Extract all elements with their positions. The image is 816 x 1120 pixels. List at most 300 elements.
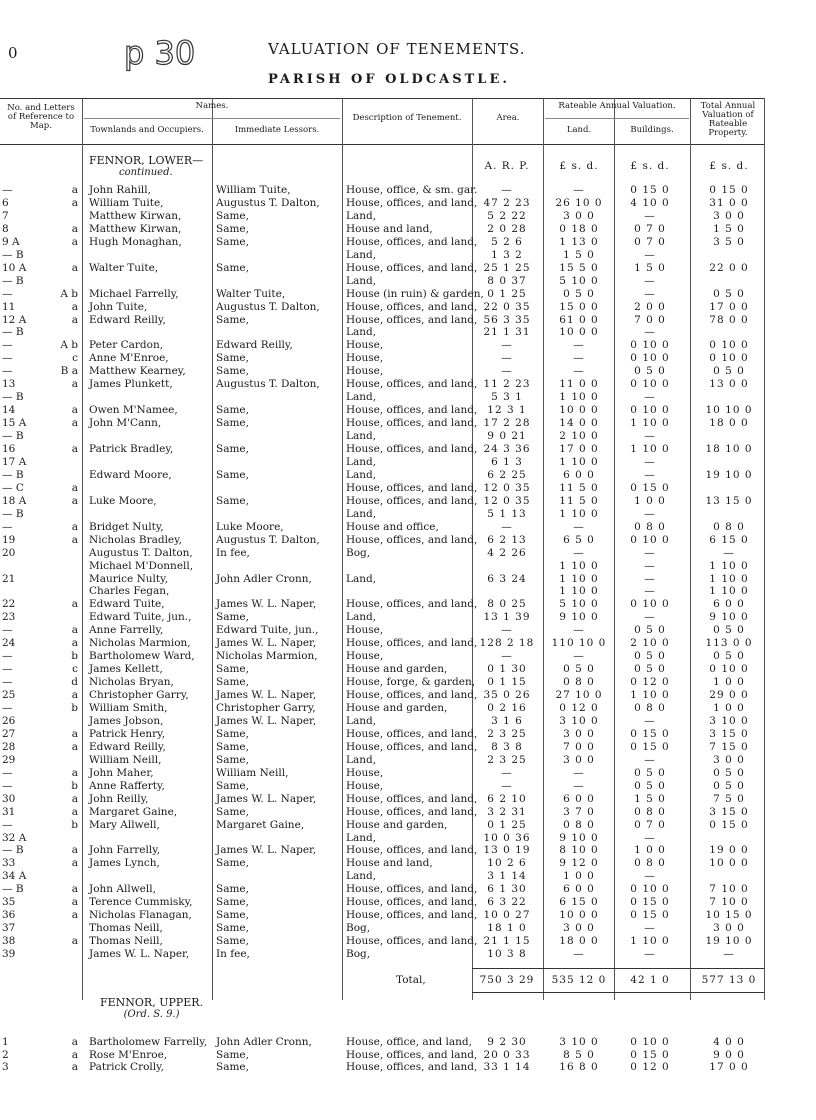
table-row <box>0 314 816 327</box>
buildings-value-cell: 0 5 0 <box>634 365 666 378</box>
lessor-cell: Augustus T. Dalton, <box>216 378 320 391</box>
total-value-cell: 1 0 0 <box>713 702 745 714</box>
total-rule-top <box>472 968 764 969</box>
buildings-value-cell: 0 7 0 <box>634 235 666 248</box>
land-value-cell: 18 0 0 <box>559 935 599 948</box>
description-cell: House and garden, <box>346 702 448 714</box>
total-value-cell: 0 15 0 <box>709 818 749 831</box>
table-row <box>0 1036 816 1049</box>
occupier-cell: William Tuite, <box>89 196 164 209</box>
ref-cell: 15 A <box>2 417 27 430</box>
buildings-value-cell: 0 10 0 <box>630 339 670 352</box>
ref-cell: — <box>2 339 13 352</box>
table-row <box>0 702 816 715</box>
buildings-value-cell: 1 10 0 <box>630 935 670 948</box>
table-row <box>0 275 816 288</box>
ref-cell: 6 <box>2 196 9 209</box>
buildings-value-cell: 0 12 0 <box>630 1061 670 1073</box>
total-value-cell: 22 0 0 <box>709 261 749 274</box>
letter-cell: B a <box>60 365 78 378</box>
table-row <box>0 663 816 676</box>
buildings-value-cell: — <box>644 430 656 443</box>
table-row <box>0 352 816 365</box>
letter-cell: a <box>71 598 78 611</box>
buildings-value-cell: 1 5 0 <box>634 261 666 274</box>
total-value-cell: 19 10 0 <box>705 935 753 948</box>
table-row <box>0 262 816 275</box>
handwritten-note <box>120 28 230 78</box>
buildings-value-cell: — <box>644 611 656 624</box>
occupier-cell: Hugh Monaghan, <box>89 235 182 248</box>
total-value-cell: 10 15 0 <box>705 909 753 922</box>
area-cell: 6 2 10 <box>487 792 527 805</box>
description-cell: House, <box>346 766 384 779</box>
land-value-cell: 16 8 0 <box>559 1061 599 1073</box>
letter-cell: A b <box>60 339 78 352</box>
land-value-cell: 11 5 0 <box>559 494 599 507</box>
lessor-cell: Same, <box>216 1061 249 1073</box>
total-area: 750 3 29 <box>479 974 535 986</box>
letter-cell: a <box>71 740 78 753</box>
table-row <box>0 430 816 443</box>
occupier-cell: Patrick Henry, <box>89 727 166 740</box>
ref-cell: 12 A <box>2 313 27 326</box>
buildings-value-cell: 1 10 0 <box>630 417 670 430</box>
area-cell: 6 3 24 <box>487 572 527 585</box>
description-cell: House, offices, and land, <box>346 883 478 896</box>
table-row <box>0 301 816 314</box>
letter-cell: a <box>71 520 78 533</box>
total-value-cell: 3 15 0 <box>709 805 749 818</box>
table-row <box>0 184 816 197</box>
lessor-cell: William Neill, <box>216 766 289 779</box>
letter-cell: d <box>71 676 78 689</box>
occupier-cell: Nicholas Marmion, <box>89 637 191 650</box>
section-note: (Ord. S. 9.) <box>123 1009 180 1020</box>
area-cell: 1 3 2 <box>491 248 523 261</box>
area-cell: — <box>501 779 513 792</box>
description-cell: Bog, <box>346 922 371 935</box>
area-cell: 12 3 1 <box>487 404 527 417</box>
buildings-value-cell: 1 10 0 <box>630 443 670 455</box>
occupier-cell: Matthew Kirwan, <box>89 209 182 222</box>
ref-cell: — <box>2 650 13 663</box>
land-value-cell: 26 10 0 <box>555 196 603 209</box>
letter-cell: a <box>71 481 78 494</box>
lessor-cell: Same, <box>216 468 249 481</box>
description-cell: House, offices, and land, <box>346 235 478 248</box>
description-cell: House, offices, and land, <box>346 740 478 753</box>
land-value-cell: 3 7 0 <box>563 805 595 818</box>
table-row <box>0 585 816 598</box>
description-cell: Land, <box>346 430 377 443</box>
buildings-value-cell: 0 15 0 <box>630 1048 670 1061</box>
total-value-cell: 13 0 0 <box>709 378 749 391</box>
occupier-cell: Anne Rafferty, <box>89 779 165 792</box>
total-value-cell: 0 5 0 <box>713 779 745 792</box>
total-value-cell: 3 0 0 <box>713 922 745 935</box>
buildings-value-cell: — <box>644 391 656 404</box>
table-row <box>0 1061 816 1074</box>
lessor-cell: Same, <box>216 417 249 430</box>
land-value-cell: 5 10 0 <box>559 274 599 287</box>
occupier-cell: James Lynch, <box>89 857 160 870</box>
letter-cell: a <box>71 1036 78 1048</box>
total-value-cell: 29 0 0 <box>709 689 749 702</box>
table-row <box>0 482 816 495</box>
letter-cell: a <box>71 1048 78 1061</box>
ref-cell: 33 <box>2 857 16 870</box>
area-cell: — <box>501 766 513 779</box>
occupier-cell: Edward Reilly, <box>89 313 166 326</box>
ref-cell: — C <box>2 481 24 494</box>
lessor-cell: Augustus T. Dalton, <box>216 196 320 209</box>
lessor-cell: Same, <box>216 740 249 753</box>
table-row <box>0 560 816 573</box>
buildings-value-cell: 0 15 0 <box>630 481 670 494</box>
total-value-cell: 113 0 0 <box>705 637 753 650</box>
lessor-cell: Christopher Garry, <box>216 702 316 714</box>
area-cell: 10 3 8 <box>487 948 527 961</box>
ref-cell: — B <box>2 326 24 339</box>
area-cell: 33 1 14 <box>483 1061 531 1073</box>
land-value-cell: 8 10 0 <box>559 844 599 857</box>
description-cell: House, offices, and land, <box>346 792 478 805</box>
lessor-cell: Same, <box>216 883 249 896</box>
ref-cell: — <box>2 766 13 779</box>
description-cell: House, <box>346 650 384 663</box>
ref-cell: 21 <box>2 572 16 585</box>
total-value-cell: 0 10 0 <box>709 339 749 352</box>
occupier-cell: James W. L. Naper, <box>89 948 190 961</box>
table-row <box>0 715 816 728</box>
land-value-cell: 3 0 0 <box>563 922 595 935</box>
ref-cell: 8 <box>2 222 9 235</box>
letter-cell: a <box>71 196 78 209</box>
total-label: Total, <box>396 974 426 986</box>
table-row <box>0 741 816 754</box>
units-buildings: £ s. d. <box>630 160 670 172</box>
area-cell: — <box>501 184 513 196</box>
description-cell: House, offices, and land, <box>346 896 478 909</box>
table-row <box>0 637 816 650</box>
description-cell: House, offices, and land, <box>346 533 478 546</box>
header-total: Total Annual Valuation of Rateable Property. <box>700 101 756 138</box>
total-value-cell: 0 5 0 <box>713 650 745 663</box>
ref-cell: 32 A <box>2 831 27 844</box>
buildings-value-cell: 0 8 0 <box>634 857 666 870</box>
lessor-cell: In fee, <box>216 546 250 559</box>
table-row <box>0 339 816 352</box>
area-cell: 0 1 30 <box>487 663 527 676</box>
letter-cell: a <box>71 378 78 391</box>
buildings-value-cell: — <box>644 546 656 559</box>
description-cell: House, offices, and land, <box>346 689 478 702</box>
area-cell: 10 0 27 <box>483 909 531 922</box>
ref-cell: 23 <box>2 611 16 624</box>
ref-cell: 37 <box>2 922 16 935</box>
land-value-cell: 0 12 0 <box>559 702 599 714</box>
occupier-cell: Anne Farrelly, <box>89 624 164 637</box>
table-row <box>0 223 816 236</box>
description-cell: Land, <box>346 209 377 222</box>
occupier-cell: Christopher Garry, <box>89 689 189 702</box>
buildings-value-cell: 0 10 0 <box>630 352 670 365</box>
area-cell: 20 0 33 <box>483 1048 531 1061</box>
buildings-value-cell: 0 8 0 <box>634 520 666 533</box>
table-row <box>0 650 816 663</box>
ref-cell: 16 <box>2 443 16 455</box>
units-area: A. R. P. <box>484 160 530 172</box>
table-row <box>0 210 816 223</box>
total-land: 535 12 0 <box>551 974 607 986</box>
table-row <box>0 443 816 456</box>
ref-cell: — <box>2 520 13 533</box>
lessor-cell: James W. L. Naper, <box>216 714 317 727</box>
letter-cell: a <box>71 300 78 313</box>
land-value-cell: 0 5 0 <box>563 287 595 300</box>
area-cell: 56 3 35 <box>483 313 531 326</box>
buildings-value-cell: 0 8 0 <box>634 702 666 714</box>
land-value-cell: 3 0 0 <box>563 209 595 222</box>
letter-cell: a <box>71 792 78 805</box>
table-row <box>0 948 816 961</box>
table-row <box>0 508 816 521</box>
letter-cell: a <box>71 624 78 637</box>
area-cell: 24 3 36 <box>483 443 531 455</box>
letter-cell: a <box>71 896 78 909</box>
area-cell: 5 3 1 <box>491 391 523 404</box>
total-value-cell: 10 10 0 <box>705 404 753 417</box>
area-cell: 6 2 13 <box>487 533 527 546</box>
land-value-cell: 1 13 0 <box>559 235 599 248</box>
buildings-value-cell: 7 0 0 <box>634 313 666 326</box>
ref-cell: — <box>2 702 13 714</box>
letter-cell: a <box>71 857 78 870</box>
total-value-cell: 1 5 0 <box>713 222 745 235</box>
lessor-cell: Same, <box>216 779 249 792</box>
buildings-value-cell: 0 15 0 <box>630 909 670 922</box>
ref-cell: 10 A <box>2 261 27 274</box>
header-ref: No. and Letters of Reference to Map. <box>7 103 75 131</box>
description-cell: Bog, <box>346 948 371 961</box>
total-value-cell: 17 0 0 <box>709 300 749 313</box>
buildings-value-cell: 0 5 0 <box>634 766 666 779</box>
lessor-cell: Same, <box>216 663 249 676</box>
table-row <box>0 573 816 586</box>
total-value-cell: 6 15 0 <box>709 533 749 546</box>
header-description: Description of Tenement. <box>352 113 462 123</box>
letter-cell: a <box>71 261 78 274</box>
buildings-value-cell: 2 0 0 <box>634 300 666 313</box>
table-row <box>0 249 816 262</box>
description-cell: House and office, <box>346 520 439 533</box>
land-value-cell: 5 10 0 <box>559 598 599 611</box>
land-value-cell: 0 18 0 <box>559 222 599 235</box>
land-value-cell: 1 10 0 <box>559 559 599 572</box>
occupier-cell: Edward Reilly, <box>89 740 166 753</box>
area-cell: — <box>501 520 513 533</box>
area-cell: 10 0 36 <box>483 831 531 844</box>
ref-cell: 27 <box>2 727 16 740</box>
description-cell: Land, <box>346 831 377 844</box>
description-cell: House, offices, and land, <box>346 443 478 455</box>
area-cell: 2 0 28 <box>487 222 527 235</box>
ref-cell: — B <box>2 883 24 896</box>
table-row <box>0 767 816 780</box>
occupier-cell: Peter Cardon, <box>89 339 164 352</box>
total-value-cell: 0 5 0 <box>713 287 745 300</box>
land-value-cell: 1 10 0 <box>559 572 599 585</box>
buildings-value-cell: — <box>644 948 656 961</box>
letter-cell: c <box>72 352 78 365</box>
lessor-cell: William Tuite, <box>216 184 291 196</box>
land-value-cell: 10 0 0 <box>559 404 599 417</box>
ref-cell: 13 <box>2 378 16 391</box>
occupier-cell: Luke Moore, <box>89 494 157 507</box>
land-value-cell: 15 0 0 <box>559 300 599 313</box>
occupier-cell: Rose M'Enroe, <box>89 1048 168 1061</box>
total-value-cell: 0 5 0 <box>713 624 745 637</box>
lessor-cell: In fee, <box>216 948 250 961</box>
total-value-cell: 19 0 0 <box>709 844 749 857</box>
lessor-cell: Same, <box>216 494 249 507</box>
total-value-cell: 7 5 0 <box>713 792 745 805</box>
letter-cell: b <box>71 779 78 792</box>
total-value-cell: 6 0 0 <box>713 598 745 611</box>
letter-cell: a <box>71 184 78 196</box>
total-value-cell: 18 0 0 <box>709 417 749 430</box>
buildings-value-cell: 0 10 0 <box>630 883 670 896</box>
occupier-cell: William Smith, <box>89 702 168 714</box>
table-row <box>0 404 816 417</box>
buildings-value-cell: 0 15 0 <box>630 727 670 740</box>
description-cell: Land, <box>346 507 377 520</box>
area-cell: 128 2 18 <box>479 637 535 650</box>
ref-cell: 1 <box>2 1036 9 1048</box>
table-row <box>0 844 816 857</box>
letter-cell: a <box>71 222 78 235</box>
buildings-value-cell: 0 5 0 <box>634 624 666 637</box>
buildings-value-cell: 0 7 0 <box>634 222 666 235</box>
page-number: 0 <box>8 44 18 62</box>
description-cell: House, offices, and land, <box>346 727 478 740</box>
land-value-cell: — <box>573 365 585 378</box>
buildings-value-cell: 0 12 0 <box>630 676 670 689</box>
occupier-cell: John M'Cann, <box>89 417 162 430</box>
buildings-value-cell: 0 15 0 <box>630 896 670 909</box>
total-value-cell: 3 10 0 <box>709 714 749 727</box>
land-value-cell: 9 10 0 <box>559 611 599 624</box>
occupier-cell: William Neill, <box>89 753 162 766</box>
ref-cell: — <box>2 663 13 676</box>
table-row <box>0 819 816 832</box>
area-cell: 18 1 0 <box>487 922 527 935</box>
buildings-value-cell: 0 5 0 <box>634 779 666 792</box>
document-title: VALUATION OF TENEMENTS. <box>268 40 526 58</box>
land-value-cell: — <box>573 546 585 559</box>
table-row <box>0 378 816 391</box>
occupier-cell: Owen M'Namee, <box>89 404 178 417</box>
land-value-cell: 11 5 0 <box>559 481 599 494</box>
description-cell: House, offices, and land, <box>346 598 478 611</box>
lessor-cell: Same, <box>216 676 249 689</box>
table-row <box>0 922 816 935</box>
land-value-cell: 3 10 0 <box>559 1036 599 1048</box>
lessor-cell: Same, <box>216 222 249 235</box>
description-cell: House, offices, and land, <box>346 844 478 857</box>
description-cell: House, office, and land, <box>346 1036 472 1048</box>
ref-cell: — <box>2 779 13 792</box>
letter-cell: A b <box>60 287 78 300</box>
description-cell: House, <box>346 339 384 352</box>
buildings-value-cell: 0 10 0 <box>630 404 670 417</box>
header-lessors: Immediate Lessors. <box>234 125 320 135</box>
table-row <box>0 624 816 637</box>
table-row <box>0 611 816 624</box>
total-value-cell: 3 15 0 <box>709 727 749 740</box>
land-value-cell: — <box>573 779 585 792</box>
table-row <box>0 288 816 301</box>
names-rule <box>84 118 340 119</box>
description-cell: House, offices, and land, <box>346 481 478 494</box>
occupier-cell: Walter Tuite, <box>89 261 159 274</box>
occupier-cell: Charles Fegan, <box>89 585 170 598</box>
letter-cell: a <box>71 637 78 650</box>
area-cell: 9 0 21 <box>487 430 527 443</box>
land-value-cell: 8 5 0 <box>563 1048 595 1061</box>
lessor-cell: Same, <box>216 805 249 818</box>
ref-cell: 26 <box>2 714 16 727</box>
lessor-cell: James W. L. Naper, <box>216 598 317 611</box>
letter-cell: a <box>71 766 78 779</box>
header-land: Land. <box>566 125 592 135</box>
letter-cell: a <box>71 727 78 740</box>
total-value-cell: 0 15 0 <box>709 184 749 196</box>
buildings-value-cell: — <box>644 468 656 481</box>
table-row <box>0 326 816 339</box>
lessor-cell: Same, <box>216 1048 249 1061</box>
ref-cell: — B <box>2 274 24 287</box>
buildings-value-cell: — <box>644 585 656 598</box>
table-row <box>0 365 816 378</box>
buildings-value-cell: — <box>644 209 656 222</box>
occupier-cell: Thomas Neill, <box>89 922 163 935</box>
description-cell: Land, <box>346 753 377 766</box>
handwritten-note-text: p 30 <box>124 34 196 72</box>
ref-cell: 20 <box>2 546 16 559</box>
document-subtitle: PARISH OF OLDCASTLE. <box>268 72 510 87</box>
table-row <box>0 495 816 508</box>
area-cell: — <box>501 339 513 352</box>
ref-cell: — B <box>2 430 24 443</box>
area-cell: 0 1 25 <box>487 287 527 300</box>
ref-cell: 18 A <box>2 494 27 507</box>
area-cell: 6 1 30 <box>487 883 527 896</box>
lessor-cell: Same, <box>216 352 249 365</box>
land-value-cell: 110 10 0 <box>551 637 607 650</box>
buildings-value-cell: — <box>644 572 656 585</box>
area-cell: — <box>501 365 513 378</box>
land-value-cell: 27 10 0 <box>555 689 603 702</box>
ref-cell: 28 <box>2 740 16 753</box>
description-cell: Land, <box>346 455 377 468</box>
description-cell: House, offices, and land, <box>346 494 478 507</box>
total-value-cell: 1 0 0 <box>713 676 745 689</box>
units-land: £ s. d. <box>559 160 599 172</box>
ref-cell: 19 <box>2 533 16 546</box>
occupier-cell: Nicholas Bryan, <box>89 676 174 689</box>
